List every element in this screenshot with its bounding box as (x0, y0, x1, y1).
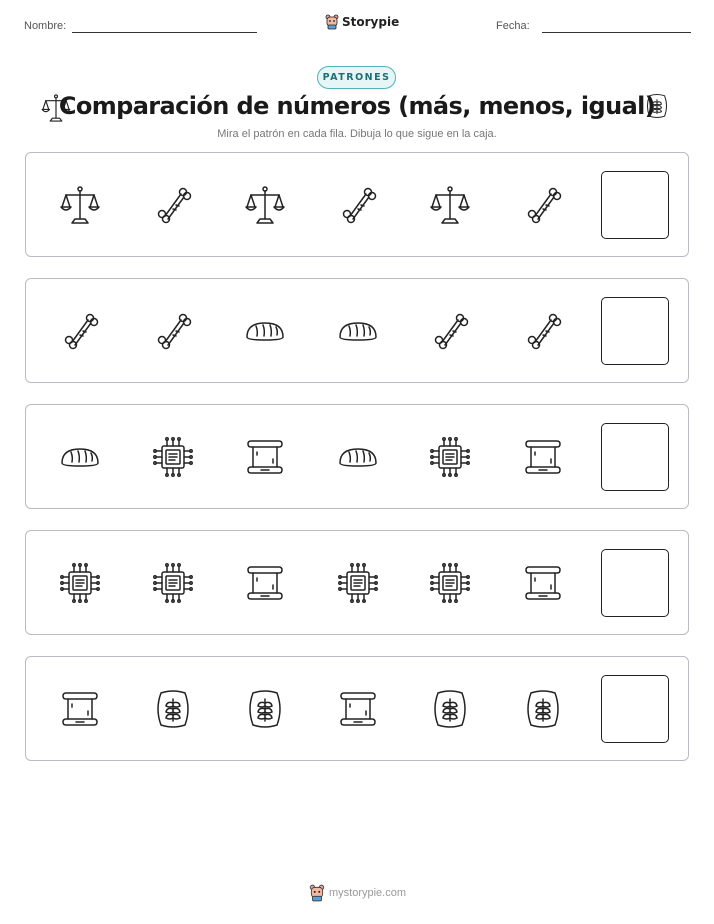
scroll-icon (243, 561, 287, 605)
pattern-row (25, 530, 689, 635)
answer-box[interactable] (601, 549, 669, 617)
pattern-row (25, 404, 689, 509)
scroll-icon (521, 435, 565, 479)
wheat-badge-icon (151, 687, 195, 731)
chip-icon (428, 561, 472, 605)
chip-icon (58, 561, 102, 605)
wheat-badge-icon (643, 92, 671, 125)
answer-box[interactable] (601, 297, 669, 365)
bone-icon (521, 309, 565, 353)
answer-box[interactable] (601, 675, 669, 743)
answer-box[interactable] (601, 171, 669, 239)
scroll-icon (243, 435, 287, 479)
name-label: Nombre: (24, 20, 67, 32)
chip-icon (336, 561, 380, 605)
bread-icon (336, 435, 380, 479)
chip-icon (428, 435, 472, 479)
scroll-icon (336, 687, 380, 731)
storypie-mascot-icon (309, 884, 325, 902)
bread-icon (243, 309, 287, 353)
bone-icon (428, 309, 472, 353)
scale-icon (428, 183, 472, 227)
footer-url[interactable]: mystorypie.com (329, 887, 407, 899)
page-title: Comparación de números (más, menos, igual) (58, 92, 656, 120)
scale-icon (243, 183, 287, 227)
bone-icon (151, 183, 195, 227)
date-line[interactable] (542, 32, 691, 33)
scroll-icon (58, 687, 102, 731)
bone-icon (58, 309, 102, 353)
instructions: Mira el patrón en cada fila. Dibuja lo que sigue en la caja. (217, 128, 497, 140)
pattern-row (25, 152, 689, 257)
scroll-icon (521, 561, 565, 605)
brand-name: Storypie (342, 15, 400, 29)
name-line[interactable] (72, 32, 257, 33)
category-badge: PATRONES (317, 66, 396, 89)
brand-logo (325, 14, 399, 30)
bread-icon (336, 309, 380, 353)
answer-box[interactable] (601, 423, 669, 491)
bone-icon (151, 309, 195, 353)
scale-icon (58, 183, 102, 227)
chip-icon (151, 435, 195, 479)
footer (309, 884, 406, 902)
wheat-badge-icon (428, 687, 472, 731)
bone-icon (336, 183, 380, 227)
wheat-badge-icon (521, 687, 565, 731)
pattern-row (25, 656, 689, 761)
pattern-row (25, 278, 689, 383)
date-label: Fecha: (496, 20, 530, 32)
bread-icon (58, 435, 102, 479)
bone-icon (521, 183, 565, 227)
chip-icon (151, 561, 195, 605)
wheat-badge-icon (243, 687, 287, 731)
storypie-mascot-icon (325, 14, 339, 30)
